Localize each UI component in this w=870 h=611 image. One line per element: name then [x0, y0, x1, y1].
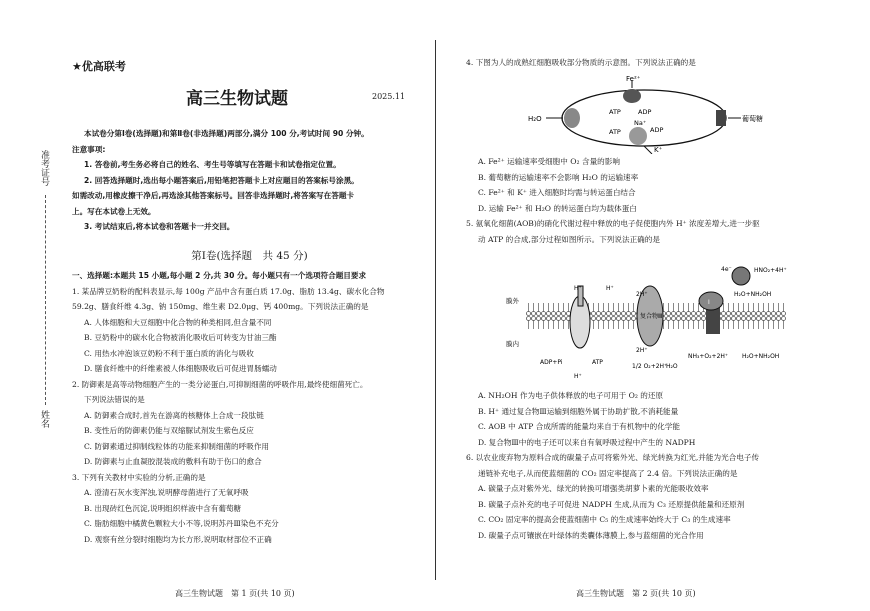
fig5-h4-label: 2H⁺ [636, 347, 648, 354]
question-5-option: B. H⁺ 通过复合物Ⅲ运输到细胞外属于协助扩散,不消耗能量 [478, 406, 679, 416]
question-2-line: 下列说法错误的是 [84, 395, 145, 404]
fig4-na-label: Na⁺ [634, 119, 647, 127]
fig5-water-label: H₂O [666, 363, 678, 370]
fig4-glucose-label: 葡萄糖 [742, 115, 763, 123]
question-2-line: 2. 防御素是高等动物细胞产生的一类分泌蛋白,可抑制细菌的呼吸作用,最终使细菌死亡。 [72, 379, 368, 389]
notice-line: 2. 回答选择题时,选出每小题答案后,用铅笔把答题卡上对应题目的答案标号涂黑。 [84, 175, 359, 185]
fig5-nitro-label: HNO₂+4H⁺ [754, 267, 787, 274]
fig5-oxygen-label: 1/2 O₂+2H⁺ [632, 363, 668, 370]
question-4-options [466, 154, 866, 247]
notice-line: 上。写在本试卷上无效。 [72, 206, 156, 216]
question-6-option: D. 碳量子点可镶嵌在叶绿体的类囊体薄膜上,参与蓝细菌的光合作用 [478, 530, 704, 540]
question-5-option: A. NH₂OH 作为电子供体释放的电子可用于 O₂ 的还原 [478, 391, 664, 400]
question-5-line: 动 ATP 的合成,部分过程如图所示。下列说法正确的是 [478, 234, 660, 244]
question-5-option: D. 复合物Ⅲ中的电子还可以来自有氧呼吸过程中产生的 NADPH [478, 437, 696, 447]
side-label-exam-number: 准考证号 [39, 150, 49, 186]
question-6-option: B. 碳量子点补充的电子可促进 NADPH 生成,从而为 C₃ 还原提供能量和还原剂 [478, 499, 745, 509]
brand-label: ★优高联考 [72, 60, 126, 73]
fig5-h3-label: 2H⁺ [636, 291, 648, 298]
question-3-option: B. 出现砖红色沉淀,说明组织样液中含有葡萄糖 [84, 503, 242, 513]
notice-line: 本试卷分第Ⅰ卷(选择题)和第Ⅱ卷(非选择题)两部分,满分 100 分,考试时间 90 分钟。 [84, 129, 369, 138]
fig4-atp1-label: ATP [609, 108, 621, 116]
fig5-h5-label: H⁺ [574, 373, 582, 380]
fig4-atp2-label: ATP [609, 128, 621, 136]
notice-line: 1. 答卷前,考生务必将自己的姓名、考生号等填写在答题卡和试卷指定位置。 [84, 160, 341, 169]
notice-line: 注意事项: [72, 144, 106, 154]
fig5-outside-label: 膜外 [506, 297, 519, 305]
fig5-h1-label: H⁺ [574, 285, 582, 292]
question-2-option: A. 防御素合成时,首先在游离的核糖体上合成一段肽链 [84, 410, 264, 420]
question-1-option: A. 人体细胞和大豆细胞中化合物的种类相同,但含量不同 [84, 317, 272, 327]
fig5-h2-label: H⁺ [606, 285, 614, 292]
question-1-option: B. 豆奶粉中的碳水化合物被消化吸收后可转变为甘油三酯 [84, 333, 277, 342]
question-4-stem [466, 55, 866, 71]
questions-left [72, 268, 432, 547]
question-2-option: D. 防御素与止血凝胶混装成的敷料有助于伤口的愈合 [84, 457, 262, 466]
fig5-adp-label: ADP+Pi [540, 359, 563, 366]
question-2-option: B. 变性后的防御素仍能与双缩脲试剂发生紫色反应 [84, 426, 254, 435]
side-label-name: 姓名 [39, 410, 49, 428]
question-6-option: A. 碳量子点对紫外光、绿光的转换可增强类胡萝卜素的光能吸收效率 [478, 484, 709, 493]
notice-line: 3. 考试结束后,将本试卷和答题卡一并交回。 [84, 222, 235, 231]
figure-q4-red-blood-cell [526, 74, 776, 154]
side-binding-line [45, 195, 46, 405]
question-5-options [466, 388, 866, 543]
fig4-adp1-label: ADP [638, 108, 652, 116]
fig5-ammonia-label: NH₃+O₂+2H⁺ [688, 353, 729, 360]
fig4-fe-label: Fe²⁺ [626, 75, 641, 83]
fig4-adp2-label: ADP [650, 126, 664, 134]
fig5-e-label: 4e⁻ [721, 266, 732, 273]
section-title: 第Ⅰ卷(选择题 共 45 分) [191, 250, 308, 262]
fig4-water-label: H₂O [528, 115, 542, 123]
ammonia-monooxygenase [732, 267, 750, 285]
water-channel [564, 108, 580, 128]
question-4-line: 4. 下图为人的成熟红细胞吸收部分物质的示意图。下列说法正确的是 [466, 58, 696, 67]
question-5-line: 5. 氨氧化细菌(AOB)的硝化代谢过程中释放的电子促使胞内外 H⁺ 浓度差增大,进一步驱 [466, 219, 760, 228]
fig5-hydrox2-label: H₂O+NH₂OH [742, 353, 780, 360]
figure-q5-aob-membrane [506, 256, 806, 386]
question-1-option: C. 用热水冲泡该豆奶粉不利于蛋白质的消化与吸收 [84, 348, 254, 358]
question-3-option: C. 脂肪细胞中橘黄色颗粒大小不等,说明苏丹Ⅲ染色不充分 [84, 519, 279, 528]
question-3-option: D. 观察有丝分裂时细胞均为长方形,说明取材部位不正确 [84, 534, 272, 544]
exam-date: 2025.11 [372, 92, 406, 101]
fig5-inside-label: 膜内 [506, 340, 519, 348]
right-page [436, 0, 870, 611]
question-6-line: 6. 以农业废弃物为原料合成的碳量子点可将紫外光、绿光转换为红光,并能为光合电子传 [466, 453, 760, 462]
enzyme-head [699, 292, 723, 310]
page-footer: 高三生物试题 第 2 页(共 10 页) [576, 589, 696, 598]
fe-transporter [623, 89, 641, 103]
fig5-enzyme-label: Ⅰ [708, 299, 710, 306]
question-1-line: 1. 某品牌豆奶粉的配料表显示,每 100g 产品中含有蛋白质 17.0g、脂肪 13.4g、碳水化合物 [72, 286, 385, 296]
notice-line: 如需改动,用橡皮擦干净后,再选涂其他答案标号。回答非选择题时,将答案写在答题卡 [72, 191, 355, 200]
question-4-option: D. 运输 Fe²⁺ 和 H₂O 的转运蛋白均为载体蛋白 [478, 203, 637, 213]
glucose-transporter [716, 110, 726, 126]
section-instruction: 一、选择题:本题共 15 小题,每小题 2 分,共 30 分。每小题只有一个选项符合题目要求 [72, 271, 367, 280]
fig5-atp-label: ATP [592, 359, 603, 366]
fig5-complex-label: 复合物Ⅲ [640, 313, 663, 320]
notice-block [72, 126, 432, 235]
arrow [644, 146, 652, 154]
sodium-potassium-pump [629, 127, 647, 145]
page-title: 高三生物试题 [186, 89, 288, 109]
question-1-option: D. 膳食纤维中的纤维素被人体细胞吸收后可促进胃肠蠕动 [84, 364, 277, 373]
question-6-line: 递链补充电子,从而使蓝细菌的 CO₂ 固定率提高了 2.4 倍。下列说法正确的是 [478, 468, 738, 478]
question-3-option: A. 澄清石灰水变浑浊,说明酵母菌进行了无氧呼吸 [84, 488, 249, 497]
question-3-line: 3. 下列有关教材中实验的分析,正确的是 [72, 472, 206, 482]
question-6-option: C. CO₂ 固定率的提高会使蓝细菌中 C₅ 的生成速率始终大于 C₃ 的生成速率 [478, 515, 731, 524]
fig4-k-label: K⁺ [654, 146, 663, 154]
question-4-option: B. 葡萄糖的运输速率不会影响 H₂O 的运输速率 [478, 172, 639, 182]
question-4-option: C. Fe²⁺ 和 K⁺ 进入细胞时均需与转运蛋白结合 [478, 188, 636, 197]
question-1-line: 59.2g、膳食纤维 4.3g、钠 150mg、维生素 D2.0μg、钙 400mg。下列说法正确的是 [72, 302, 369, 311]
page-footer: 高三生物试题 第 1 页(共 10 页) [175, 589, 295, 598]
question-2-option: C. 防御素通过抑制线粒体的功能来抑制细菌的呼吸作用 [84, 441, 270, 451]
question-5-option: C. AOB 中 ATP 合成所需的能量均来自于有机物中的化学能 [478, 422, 681, 431]
question-4-option: A. Fe²⁺ 运输速率受细胞中 O₂ 含量的影响 [478, 157, 620, 166]
fig5-hydrox-label: H₂O+NH₂OH [734, 291, 772, 298]
